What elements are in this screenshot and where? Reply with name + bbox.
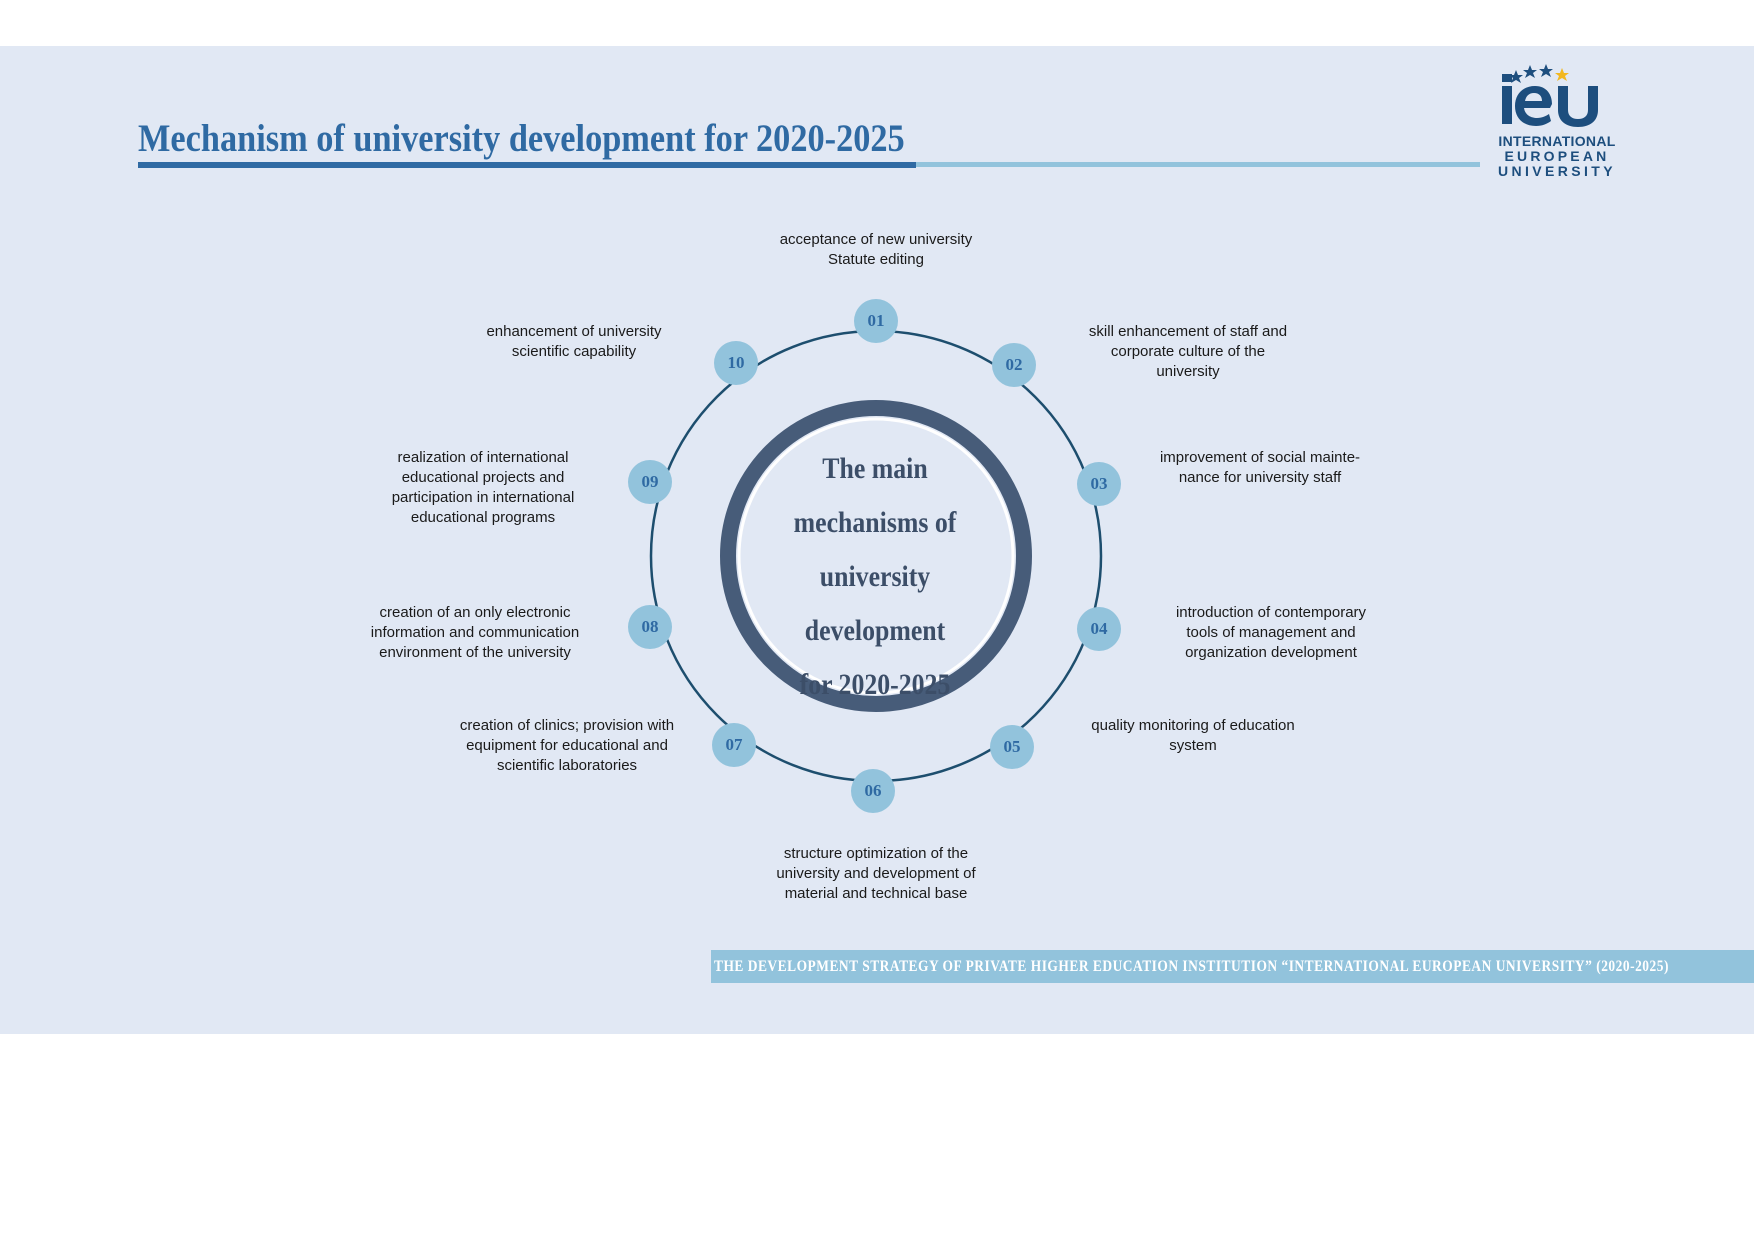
node-label-09: realization of international educational projects and participation in international educational programs bbox=[391, 449, 575, 526]
node-label-05: quality monitoring of education system bbox=[1091, 717, 1295, 754]
node-number-03: 03 bbox=[1090, 474, 1108, 493]
center-line-1: The main bbox=[822, 452, 928, 485]
logo-text-line1: INTERNATIONAL bbox=[1498, 133, 1616, 149]
node-number-09: 09 bbox=[641, 472, 659, 491]
node-label-06: structure optimization of the university and development of material and technical base bbox=[776, 845, 976, 902]
node-label-10: enhancement of university scientific capability bbox=[486, 323, 662, 360]
node-label-07: creation of clinics; provision with equipment for educational and scientific laboratories bbox=[459, 717, 675, 774]
node-label-02: skill enhancement of staff and corporate culture of the university bbox=[1088, 323, 1288, 380]
logo-text-line2: EUROPEAN bbox=[1504, 148, 1610, 164]
node-label-03: improvement of social mainte- nance for university staff bbox=[1159, 449, 1361, 486]
node-number-04: 04 bbox=[1090, 619, 1108, 638]
node-number-01: 01 bbox=[867, 311, 885, 330]
node-number-10: 10 bbox=[727, 353, 745, 372]
node-number-02: 02 bbox=[1005, 355, 1023, 374]
node-number-05: 05 bbox=[1003, 737, 1021, 756]
center-line-2: mechanisms of bbox=[793, 506, 957, 539]
page-title: Mechanism of university development for 2020-2025 bbox=[138, 117, 905, 160]
node-label-01: acceptance of new university Statute editing bbox=[779, 231, 973, 268]
node-number-08: 08 bbox=[641, 617, 659, 636]
node-label-08: creation of an only electronic information and communication environment of the university bbox=[370, 604, 580, 661]
footer-text: THE DEVELOPMENT STRATEGY OF PRIVATE HIGHER EDUCATION INSTITUTION “INTERNATIONAL EUROPEAN UNIVERSITY” (2020-2025) bbox=[714, 958, 1669, 975]
center-line-4: for 2020-2025 bbox=[799, 668, 951, 701]
node-number-06: 06 bbox=[864, 781, 882, 800]
node-label-04: introduction of contemporary tools of management and organization development bbox=[1175, 604, 1367, 661]
center-line-3: university development bbox=[804, 560, 946, 647]
center-title bbox=[759, 442, 991, 712]
node-number-07: 07 bbox=[725, 735, 743, 754]
logo-text-line3: UNIVERSITY bbox=[1497, 163, 1616, 179]
